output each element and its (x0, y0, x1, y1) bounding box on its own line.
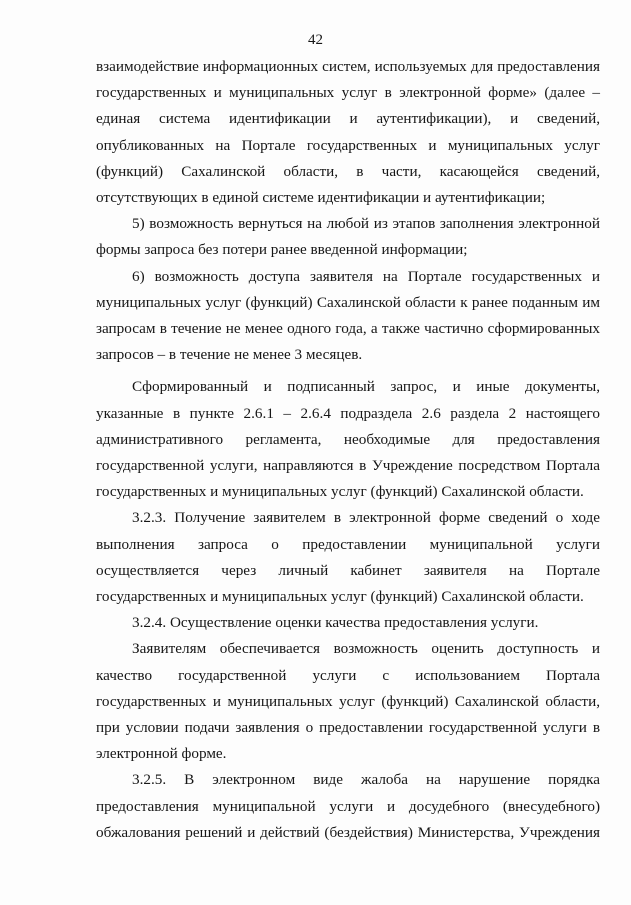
text-line: 5) возможность вернуться на любой из этапов заполнения электронной (132, 215, 600, 233)
text-line: муниципальных услуг (функций) Сахалинской области к ранее поданным им (96, 293, 600, 311)
text-line: осуществляется через личный кабинет заявителя на Портале (96, 561, 600, 579)
text-line: опубликованных на Портале государственных и муниципальных услуг (96, 136, 600, 154)
text-line: качество государственной услуги с использованием Портала (96, 666, 600, 684)
text-line: отсутствующих в единой системе идентификации и аутентификации; (96, 189, 546, 207)
text-line: единая система идентификации и аутентификации), и сведений, (96, 110, 600, 128)
text-line: запросов – в течение не менее 3 месяцев. (96, 346, 363, 364)
document-body (96, 54, 600, 846)
text-line: взаимодействие информационных систем, используемых для предоставления (96, 58, 600, 75)
text-line: запросам в течение не менее одного года, а также частично сформированных (96, 320, 600, 338)
text-line: государственных и муниципальных услуг (функций) Сахалинской области, (96, 692, 600, 710)
text-line: 3.2.4. Осуществление оценки качества предоставления услуги. (132, 614, 539, 632)
text-line: электронной форме. (96, 745, 227, 763)
text-line: (функций) Сахалинской области, в части, касающейся сведений, (96, 162, 600, 180)
page-number: 42 (308, 32, 323, 48)
text-line: выполнения запроса о предоставлении муниципальной услуги (96, 535, 600, 553)
text-line: государственных и муниципальных услуг в электронной форме» (далее – (96, 84, 600, 102)
text-line: при условии подачи заявления о предоставлении государственной услуги в (96, 719, 600, 737)
text-line: государственных и муниципальных услуг (функций) Сахалинской области. (96, 588, 584, 606)
text-line: административного регламента, необходимые для предоставления (96, 430, 600, 448)
text-line: Сформированный и подписанный запрос, и иные документы, (132, 378, 600, 396)
text-line: Заявителям обеспечивается возможность оценить доступность и (132, 640, 600, 658)
text-line: государственной услуги, направляются в Учреждение посредством Портала (96, 457, 600, 475)
text-line: формы запроса без потери ранее введенной информации; (96, 241, 468, 259)
text-line: 3.2.3. Получение заявителем в электронной форме сведений о ходе (132, 509, 600, 527)
text-line: обжалования решений и действий (бездействия) Министерства, Учреждения (96, 823, 600, 841)
text-line: 3.2.5. В электронном виде жалоба на нарушение порядка (132, 771, 600, 789)
text-line: предоставления муниципальной услуги и досудебного (внесудебного) (96, 797, 600, 815)
text-line: 6) возможность доступа заявителя на Портале государственных и (132, 267, 600, 285)
text-line: государственных и муниципальных услуг (функций) Сахалинской области. (96, 483, 584, 501)
text-line: указанные в пункте 2.6.1 – 2.6.4 подраздела 2.6 раздела 2 настоящего (96, 404, 600, 422)
